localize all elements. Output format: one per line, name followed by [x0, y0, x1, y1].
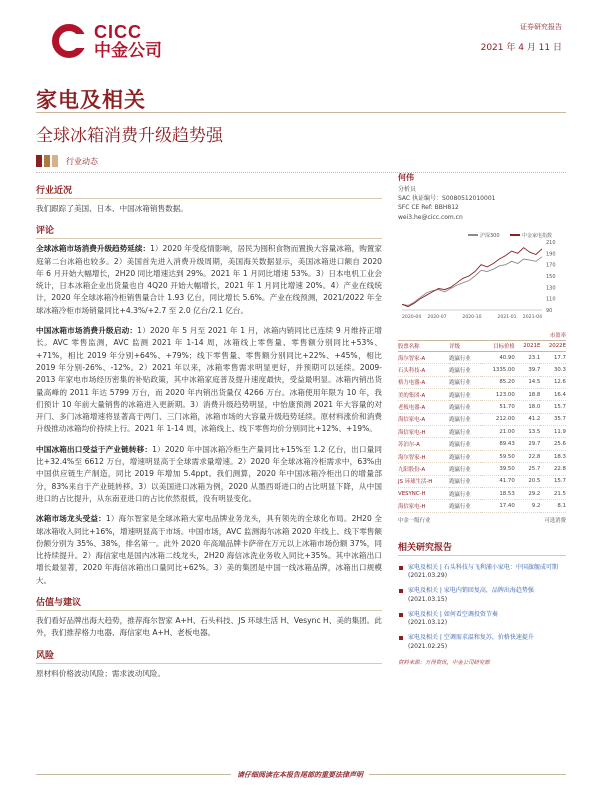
related-report-date: (2021.03.15) — [408, 595, 448, 603]
table-cell: 9.2 — [515, 500, 541, 512]
report-tag — [36, 155, 98, 167]
table-cell: 11.9 — [540, 426, 566, 438]
table-row — [398, 450, 566, 462]
table-cell: 20.5 — [515, 475, 541, 487]
related-report-item[interactable] — [398, 564, 566, 580]
x-tick-label: 2020-07 — [427, 314, 447, 320]
report-type: 证券研究报告 — [520, 23, 562, 31]
table-cell: 18.53 — [481, 487, 514, 499]
stock-name: 老板电器-A — [398, 401, 449, 413]
table-cell: 39.50 — [481, 463, 514, 475]
table-cell: 18.3 — [540, 450, 566, 462]
table-row — [398, 351, 566, 363]
y-tick-label: 170 — [546, 262, 556, 269]
related-report-link[interactable]: 家电及相关 | 如何看空调投资节奏 — [408, 610, 498, 618]
table-cell: 40.90 — [481, 351, 514, 363]
related-reports-list — [398, 564, 566, 650]
table-row — [398, 413, 566, 425]
analyst-sac: SAC 执证编号：S0080512010001 — [398, 195, 496, 203]
stock-name: 海尔智家-H — [398, 450, 449, 462]
title-divider — [36, 112, 566, 113]
table-cell: 21.00 — [481, 426, 514, 438]
related-report-date: (2021.03.12) — [408, 619, 448, 627]
related-report-link[interactable]: 家电及相关 | 家电内销回复高，品牌出海趋势强 — [408, 587, 534, 595]
related-report-date: (2021.03.29) — [408, 572, 448, 580]
stock-name: 海尔智家-A — [398, 351, 449, 363]
footer — [0, 768, 600, 782]
series-line-0 — [402, 257, 542, 306]
table-cell: 跑赢行业 — [449, 463, 481, 475]
table-cell: 跑赢行业 — [449, 388, 481, 400]
table-cell: 22.8 — [540, 463, 566, 475]
legend-item-hs300 — [468, 232, 500, 239]
paragraph-lead: 中国冰箱出口受益于产业链转移： — [36, 444, 153, 454]
footer-disclaimer: 请仔细阅读在本报告尾部的重要法律声明 — [231, 770, 369, 780]
table-row — [398, 487, 566, 499]
related-report-link[interactable]: 家电及相关 | 空调需求温和复苏，价格快速提升 — [408, 634, 534, 642]
col-header: 2022E — [540, 340, 566, 351]
section-title-comment: 评论 — [36, 223, 382, 239]
related-report-link[interactable]: 家电及相关 | 石头科技与飞利浦小家电：中国旗舰成可期 — [408, 563, 558, 571]
table-cell: 22.8 — [515, 450, 541, 462]
table-cell: 跑赢行业 — [449, 487, 481, 499]
main-content — [36, 183, 382, 688]
table-cell: 89.43 — [481, 438, 514, 450]
table-cell: 跑赢行业 — [449, 376, 481, 388]
table-cell: 30.3 — [540, 364, 566, 376]
table-cell: 35.7 — [540, 413, 566, 425]
logo-name-en: CICC — [94, 21, 142, 42]
col-header: 评级 — [449, 340, 481, 351]
analyst-sfc: SFC CE Ref: BBH812 — [398, 204, 459, 212]
stock-name: 格力电器-A — [398, 376, 449, 388]
paragraph-lead: 中国冰箱市场消费升级启动： — [36, 326, 138, 336]
table-cell: 85.20 — [481, 376, 514, 388]
analyst-email[interactable]: wei3.he@cicc.com.cn — [398, 213, 463, 221]
stock-name: 海信家电-H — [398, 500, 449, 512]
risk-text: 原材料价格波动风险；需求波动风险。 — [36, 668, 166, 678]
chart-svg — [398, 230, 566, 326]
table-cell: 39.7 — [515, 364, 541, 376]
paragraph-lead: 全球冰箱市场消费升级趋势延续： — [36, 244, 151, 254]
analyst-title: 分析员 — [398, 186, 417, 193]
tag-bar — [36, 155, 42, 167]
table-cell: 41.70 — [481, 475, 514, 487]
table-cell: 跑赢行业 — [449, 450, 481, 462]
paragraph-body: 1）2020 年中国冰箱冷柜生产量同比+15%至 1.2 亿台，出口量同比+32.4%至 6612 万台，增速明显高于全球需求量增速。2）2020 年全球冰箱冷柜需求中，63%由中国供应链生产制造，同比 2019 年增加 5.4ppt。我们测算，2020 年中国冰箱冷柜出口的增量部分，83%来自于产业链转移。3）以美国进口冰箱为例，2020 从墨西哥进口的占比明显下降，从中国进口的占比提升，从东南亚进口的占比依然很低，没有明显变化。 — [36, 444, 382, 503]
table-note — [398, 516, 566, 524]
paragraph-body: 1）2020 年受疫情影响，居民为囤积食物而置换大容量冰箱，购置家庭第二台冰箱也较多。2）美国首先进入消费升级周期，美国海关数据显示，美国冰箱进口额自 2020 年 6 月开始大幅增长，2H20 同比增速达到 29%。2021 年 1 月同比增速 53%。3）日本电机工业会统计，日本冰箱企业出货量也自 4Q20 开始大幅增长，2021 年 1 月同比增速 20%。4）产业在线统计，2020 年全球冰箱冷柜销售量合计 1.93 亿台，同比增长 5.6%。产业在线预测，2021/2022 年全球冰箱冷柜市场销量同比+4.3%/+2.7 至 2.0 亿台/2.1 亿台。 — [36, 244, 382, 315]
y-tick-label: 130 — [546, 285, 556, 292]
comment-paragraph — [36, 444, 382, 505]
table-cell: 212.00 — [481, 413, 514, 425]
table-cell: 17.40 — [481, 500, 514, 512]
table-cell: 18.8 — [515, 388, 541, 400]
analyst-name: 何伟 — [398, 172, 414, 182]
table-cell: 59.50 — [481, 450, 514, 462]
tag-bar — [52, 155, 58, 167]
table-row — [398, 376, 566, 388]
stock-name: 海信家电-H — [398, 426, 449, 438]
table-cell: 16.4 — [540, 388, 566, 400]
table-cell: 8.1 — [540, 500, 566, 512]
table-cell: 17.7 — [540, 351, 566, 363]
comment-paragraph — [36, 513, 382, 587]
x-tick-label: 2021-04 — [522, 314, 542, 320]
related-report-date: (2021.02.25) — [408, 642, 448, 650]
table-cell: 12.6 — [540, 376, 566, 388]
related-report-item[interactable] — [398, 611, 566, 627]
table-cell: 跑赢行业 — [449, 500, 481, 512]
comment-paragraph — [36, 325, 382, 436]
legend-label: 中金家电指数 — [522, 232, 553, 239]
x-tick-label: 2020-04 — [402, 314, 422, 320]
table-cell: 14.5 — [515, 376, 541, 388]
table-row — [398, 475, 566, 487]
stock-name: 美的集团-A — [398, 388, 449, 400]
y-tick-label: 210 — [546, 239, 556, 246]
col-header: 目标价格 — [481, 340, 514, 351]
x-tick-label: 2021-01 — [497, 314, 517, 320]
table-cell: 跑赢行业 — [449, 413, 481, 425]
stock-name: JS 环球生活-H — [398, 475, 449, 487]
y-tick-label: 90 — [546, 307, 553, 314]
table-cell: 25.7 — [515, 463, 541, 475]
section-title-overview: 行业近况 — [36, 183, 382, 199]
comment-paragraph — [36, 243, 382, 317]
valuation-text: 我们看好品牌出海大趋势，推荐海尔智家 A+H、石头科技、JS 环球生活 H、Vesync H、美的集团。此外，我们推荐格力电器、海信家电 A+H、老板电器。 — [36, 616, 382, 638]
comment-paragraphs — [36, 243, 382, 587]
related-report-item[interactable] — [398, 634, 566, 650]
table-cell: 18.0 — [515, 401, 541, 413]
paragraph-body: 1）海尔智家是全球冰箱大家电品牌业务龙头，具有领先的全球化布局。2H20 全球冰箱收入同比+16%，增速明显高于市场。中国市场，AVC 监测海尔冰箱 2020 年线上、线下零售额份额分别为 35%、38%，排名第一。此外 2020 年高端品牌卡萨帝在万元以上冰箱市场份额 37%，同比持续提升。2）海信家电是国内冰箱二线龙头，2H20 海信冰洗业务收入同比+35%。其中冰箱出口增长最显著，2020 年海信冰箱出口量同比+62%。3）美的集团是中国一线冰箱品牌，冰箱出口规模大。 — [36, 514, 382, 585]
tag-label: 行业动态 — [66, 156, 98, 166]
table-row — [398, 401, 566, 413]
overview-text: 我们跟踪了美国、日本、中国冰箱销售数据。 — [36, 204, 188, 213]
col-header: 股票名称 — [398, 340, 449, 351]
table-cell: 23.1 — [515, 351, 541, 363]
logo-name-cn: 中金公司 — [94, 40, 162, 61]
series-line-1 — [402, 248, 542, 307]
stock-name: 苏泊尔-A — [398, 438, 449, 450]
y-tick-label: 110 — [546, 296, 556, 303]
index-chart — [398, 230, 566, 326]
table-cell: 41.2 — [515, 413, 541, 425]
source-note: 资料来源：万得资讯，中金公司研究部 — [398, 659, 490, 666]
tag-color-bars — [36, 155, 60, 167]
table-cell: 跑赢行业 — [449, 475, 481, 487]
table-cell: 跑赢行业 — [449, 351, 481, 363]
table-row — [398, 388, 566, 400]
table-cell: 29.7 — [515, 438, 541, 450]
stock-name: VESYNC-H — [398, 487, 449, 499]
stock-name: 九阳股份-A — [398, 463, 449, 475]
industry-value: 可选消费 — [544, 517, 566, 524]
pe-header-group: 市盈率 — [515, 330, 566, 341]
report-subtitle: 全球冰箱消费升级趋势强 — [36, 126, 223, 146]
table-cell: 21.5 — [540, 487, 566, 499]
table-cell: 15.7 — [540, 401, 566, 413]
table-cell: 13.5 — [515, 426, 541, 438]
industry-label: 中金一级行业 — [398, 517, 431, 524]
table-cell: 123.00 — [481, 388, 514, 400]
legend-label: 沪深300 — [480, 232, 500, 239]
table-cell: 跑赢行业 — [449, 426, 481, 438]
table-cell: 跑赢行业 — [449, 401, 481, 413]
table-row — [398, 463, 566, 475]
paragraph-body: 1）2020 年 5 月至 2021 年 1 月，冰箱内销同比已连续 9 月维持正增长。AVC 零售监测，AVC 监测 2021 年 1-14 周，冰箱线上零售量、零售额分别同比+53%、+71%，相比 2019 年分别+64%、+79%；线下零售量、零售额分别同比+22%、+45%，相比 2019 年分别-26%、-12%。2）2021 年以来，冰箱零售需求明显更好，并预期可以延续。2009-2013 年家电市场经历密集的补贴政策，其中冰箱家庭普及提升速度最快，受益最明显。冰箱内销出货量高峰的 2011 年达 5799 万台，而 2020 年内销出货量仅 4266 万台。冰箱使用年限为 10 年，我们预计 10 年前大量销售的冰箱进入更新期。3）消费升级趋势明显，中怡康预测 2021 年大容量的对开门、多门冰箱增速将显著高于两门、三门冰箱，冰箱市场的大容量升级趋势延续。原材料涨价和消费升级推动冰箱均价持续上行。2021 年 1-14 周，冰箱线上、线下零售均价分别同比+12%、+19%。 — [36, 326, 382, 434]
col-header: 2021E — [515, 340, 541, 351]
table-row — [398, 426, 566, 438]
table-cell: 29.2 — [515, 487, 541, 499]
stock-table — [398, 330, 566, 513]
report-title: 家电及相关 — [36, 87, 146, 112]
table-cell: 51.70 — [481, 401, 514, 413]
cicc-logo-mark-icon — [50, 22, 88, 60]
table-row — [398, 500, 566, 512]
table-cell: 25.6 — [540, 438, 566, 450]
legend-item-cicc-index — [510, 232, 552, 239]
related-reports-title: 相关研究报告 — [398, 540, 566, 556]
table-cell: 1335.00 — [481, 364, 514, 376]
table-cell: 跑赢行业 — [449, 438, 481, 450]
section-title-risk: 风险 — [36, 648, 382, 664]
cicc-logo — [50, 22, 162, 60]
y-tick-label: 150 — [546, 273, 556, 280]
related-report-item[interactable] — [398, 587, 566, 603]
table-row — [398, 364, 566, 376]
section-title-valuation: 估值与建议 — [36, 595, 382, 611]
table-cell: 15.7 — [540, 475, 566, 487]
x-tick-label: 2020-10 — [462, 314, 482, 320]
y-tick-label: 190 — [546, 251, 556, 258]
sidebar — [398, 172, 566, 666]
paragraph-lead: 冰箱市场龙头受益： — [36, 514, 106, 524]
table-row — [398, 438, 566, 450]
report-date: 2021 年 4 月 11 日 — [480, 43, 562, 53]
stock-name: 海信家电-A — [398, 413, 449, 425]
stock-name: 石头科技-A — [398, 364, 449, 376]
tag-bar — [44, 155, 50, 167]
table-cell: 跑赢行业 — [449, 364, 481, 376]
